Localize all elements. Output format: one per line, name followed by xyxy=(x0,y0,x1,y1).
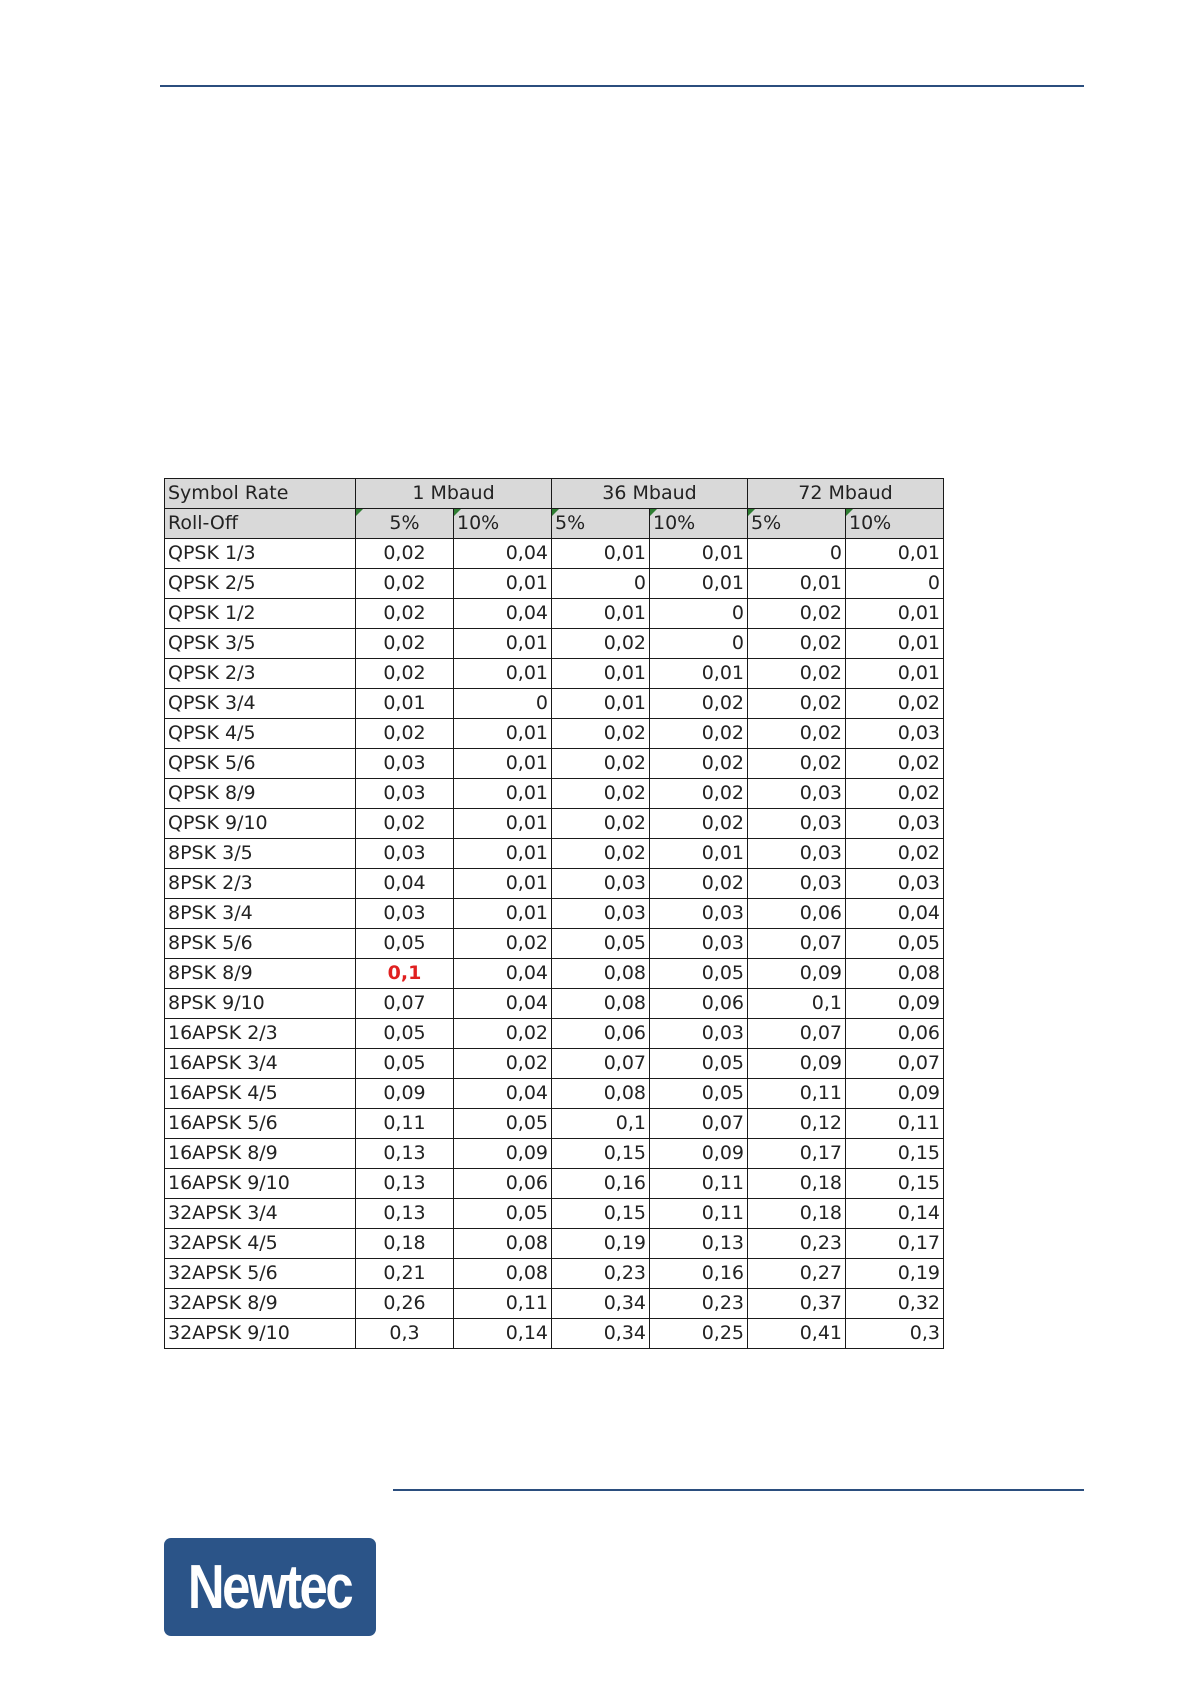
value-cell: 0,03 xyxy=(356,749,454,779)
value-cell: 0,02 xyxy=(356,629,454,659)
value-cell: 0,01 xyxy=(454,899,552,929)
value-cell: 0,03 xyxy=(552,899,650,929)
value-cell: 0,05 xyxy=(356,1019,454,1049)
group-36mbaud: 36 Mbaud xyxy=(552,479,748,509)
value-cell: 0,06 xyxy=(748,899,846,929)
value-cell: 0,01 xyxy=(846,659,944,689)
modcod-cell: 16APSK 5/6 xyxy=(165,1109,356,1139)
value-cell: 0,02 xyxy=(650,869,748,899)
value-cell: 0 xyxy=(552,569,650,599)
table-row xyxy=(165,1199,944,1229)
value-cell: 0,09 xyxy=(356,1079,454,1109)
value-cell: 0,05 xyxy=(650,1049,748,1079)
value-cell: 0,02 xyxy=(552,749,650,779)
value-cell: 0,3 xyxy=(356,1319,454,1349)
value-cell: 0,05 xyxy=(454,1199,552,1229)
rolloff-cell: 10% xyxy=(846,509,944,539)
value-cell: 0,18 xyxy=(356,1229,454,1259)
table-row xyxy=(165,749,944,779)
rolloff-cell: 5% xyxy=(748,509,846,539)
table-row xyxy=(165,989,944,1019)
value-cell: 0,09 xyxy=(748,959,846,989)
value-cell: 0,3 xyxy=(846,1319,944,1349)
value-cell: 0,02 xyxy=(846,839,944,869)
value-cell: 0,15 xyxy=(552,1199,650,1229)
value-cell: 0,01 xyxy=(846,629,944,659)
value-cell: 0,09 xyxy=(748,1049,846,1079)
modcod-cell: 16APSK 8/9 xyxy=(165,1139,356,1169)
value-cell: 0,02 xyxy=(846,689,944,719)
value-cell: 0,05 xyxy=(454,1109,552,1139)
value-cell: 0,01 xyxy=(650,839,748,869)
value-cell: 0,08 xyxy=(454,1259,552,1289)
value-cell: 0,15 xyxy=(846,1169,944,1199)
value-cell: 0,01 xyxy=(650,569,748,599)
modcod-cell: 16APSK 3/4 xyxy=(165,1049,356,1079)
modcod-cell: QPSK 9/10 xyxy=(165,809,356,839)
table-row xyxy=(165,689,944,719)
value-cell: 0,07 xyxy=(552,1049,650,1079)
value-cell: 0,02 xyxy=(748,749,846,779)
value-cell: 0,03 xyxy=(356,899,454,929)
value-cell: 0,32 xyxy=(846,1289,944,1319)
value-cell: 0,02 xyxy=(454,1019,552,1049)
value-cell: 0,04 xyxy=(846,899,944,929)
value-cell: 0,08 xyxy=(454,1229,552,1259)
value-cell: 0,04 xyxy=(454,539,552,569)
value-cell: 0,08 xyxy=(552,959,650,989)
symbol-rate-label: Symbol Rate xyxy=(165,479,356,509)
value-cell: 0,11 xyxy=(748,1079,846,1109)
value-cell: 0,15 xyxy=(552,1139,650,1169)
modcod-cell: QPSK 2/3 xyxy=(165,659,356,689)
value-cell: 0,13 xyxy=(650,1229,748,1259)
value-cell: 0,11 xyxy=(356,1109,454,1139)
value-cell: 0,05 xyxy=(356,1049,454,1079)
table-row xyxy=(165,1289,944,1319)
value-cell: 0,25 xyxy=(650,1319,748,1349)
value-cell: 0,09 xyxy=(846,989,944,1019)
symbol-rate-header-row xyxy=(165,479,944,509)
value-cell: 0,19 xyxy=(846,1259,944,1289)
rolloff-cell: 10% xyxy=(650,509,748,539)
table-row xyxy=(165,929,944,959)
value-cell: 0,02 xyxy=(650,719,748,749)
value-cell: 0,02 xyxy=(356,569,454,599)
modcod-cell: 16APSK 2/3 xyxy=(165,1019,356,1049)
table-row xyxy=(165,1169,944,1199)
value-cell: 0,03 xyxy=(846,719,944,749)
value-cell: 0,07 xyxy=(356,989,454,1019)
value-cell: 0,15 xyxy=(846,1139,944,1169)
value-cell: 0,05 xyxy=(356,929,454,959)
value-cell: 0,41 xyxy=(748,1319,846,1349)
value-cell: 0,19 xyxy=(552,1229,650,1259)
value-cell: 0,37 xyxy=(748,1289,846,1319)
modcod-cell: 8PSK 5/6 xyxy=(165,929,356,959)
value-cell: 0,23 xyxy=(650,1289,748,1319)
value-cell: 0,16 xyxy=(552,1169,650,1199)
value-cell: 0,03 xyxy=(552,869,650,899)
value-cell: 0,26 xyxy=(356,1289,454,1319)
value-cell: 0,21 xyxy=(356,1259,454,1289)
value-cell: 0,04 xyxy=(454,599,552,629)
value-cell: 0,11 xyxy=(650,1199,748,1229)
value-cell: 0,01 xyxy=(454,839,552,869)
modcod-cell: 8PSK 9/10 xyxy=(165,989,356,1019)
value-cell: 0,09 xyxy=(454,1139,552,1169)
value-cell: 0,02 xyxy=(454,929,552,959)
group-72mbaud: 72 Mbaud xyxy=(748,479,944,509)
modcod-cell: QPSK 2/5 xyxy=(165,569,356,599)
footer-rule xyxy=(393,1489,1084,1491)
value-cell: 0,1 xyxy=(748,989,846,1019)
table-row xyxy=(165,779,944,809)
value-cell: 0,01 xyxy=(454,779,552,809)
value-cell: 0,13 xyxy=(356,1139,454,1169)
table-row xyxy=(165,719,944,749)
modcod-cell: 16APSK 4/5 xyxy=(165,1079,356,1109)
value-cell: 0,02 xyxy=(748,719,846,749)
modcod-cell: QPSK 4/5 xyxy=(165,719,356,749)
value-cell: 0,11 xyxy=(454,1289,552,1319)
value-cell: 0,04 xyxy=(454,959,552,989)
value-cell: 0,03 xyxy=(356,779,454,809)
value-cell: 0,09 xyxy=(650,1139,748,1169)
value-cell: 0,08 xyxy=(552,1079,650,1109)
value-cell: 0,34 xyxy=(552,1289,650,1319)
modcod-cell: QPSK 1/3 xyxy=(165,539,356,569)
value-cell: 0,05 xyxy=(552,929,650,959)
value-cell: 0,01 xyxy=(650,539,748,569)
header-rule xyxy=(160,85,1084,87)
value-cell: 0,07 xyxy=(748,929,846,959)
value-cell: 0,01 xyxy=(454,809,552,839)
value-cell: 0,02 xyxy=(846,779,944,809)
value-cell: 0,02 xyxy=(356,719,454,749)
group-1mbaud: 1 Mbaud xyxy=(356,479,552,509)
table-row xyxy=(165,539,944,569)
value-cell: 0,1 xyxy=(356,959,454,989)
table-row xyxy=(165,809,944,839)
value-cell: 0,02 xyxy=(356,659,454,689)
value-cell: 0,03 xyxy=(650,929,748,959)
value-cell: 0,05 xyxy=(650,1079,748,1109)
modcod-cell: 8PSK 8/9 xyxy=(165,959,356,989)
value-cell: 0,02 xyxy=(748,659,846,689)
value-cell: 0,02 xyxy=(356,539,454,569)
value-cell: 0,06 xyxy=(454,1169,552,1199)
modcod-cell: 32APSK 4/5 xyxy=(165,1229,356,1259)
value-cell: 0,01 xyxy=(552,659,650,689)
value-cell: 0,07 xyxy=(748,1019,846,1049)
value-cell: 0,03 xyxy=(356,839,454,869)
table-row xyxy=(165,839,944,869)
value-cell: 0,11 xyxy=(650,1169,748,1199)
value-cell: 0,03 xyxy=(748,809,846,839)
value-cell: 0,02 xyxy=(748,599,846,629)
table-row xyxy=(165,1049,944,1079)
value-cell: 0 xyxy=(454,689,552,719)
value-cell: 0,01 xyxy=(552,599,650,629)
modcod-cell: QPSK 3/5 xyxy=(165,629,356,659)
value-cell: 0,18 xyxy=(748,1199,846,1229)
value-cell: 0,34 xyxy=(552,1319,650,1349)
modcod-cell: 8PSK 2/3 xyxy=(165,869,356,899)
table-row xyxy=(165,1079,944,1109)
value-cell: 0,03 xyxy=(650,1019,748,1049)
value-cell: 0,01 xyxy=(356,689,454,719)
value-cell: 0,01 xyxy=(454,749,552,779)
modcod-cell: 16APSK 9/10 xyxy=(165,1169,356,1199)
value-cell: 0,02 xyxy=(552,629,650,659)
value-cell: 0,06 xyxy=(846,1019,944,1049)
table-row xyxy=(165,1139,944,1169)
value-cell: 0,01 xyxy=(454,629,552,659)
value-cell: 0,02 xyxy=(748,629,846,659)
table-row xyxy=(165,1229,944,1259)
modcod-cell: QPSK 8/9 xyxy=(165,779,356,809)
rolloff-label: Roll-Off xyxy=(165,509,356,539)
value-cell: 0,02 xyxy=(552,809,650,839)
table-row xyxy=(165,629,944,659)
modcod-cell: 32APSK 3/4 xyxy=(165,1199,356,1229)
rolloff-cell: 10% xyxy=(454,509,552,539)
value-cell: 0,11 xyxy=(846,1109,944,1139)
value-cell: 0,03 xyxy=(650,899,748,929)
value-cell: 0,01 xyxy=(846,539,944,569)
value-cell: 0,02 xyxy=(356,809,454,839)
value-cell: 0,14 xyxy=(846,1199,944,1229)
value-cell: 0,17 xyxy=(748,1139,846,1169)
value-cell: 0,02 xyxy=(650,809,748,839)
rolloff-cell: 5% xyxy=(552,509,650,539)
value-cell: 0,01 xyxy=(552,539,650,569)
value-cell: 0,03 xyxy=(748,779,846,809)
value-cell: 0,01 xyxy=(454,569,552,599)
value-cell: 0,03 xyxy=(846,809,944,839)
rolloff-header-row xyxy=(165,509,944,539)
value-cell: 0,02 xyxy=(748,689,846,719)
value-cell: 0,01 xyxy=(748,569,846,599)
value-cell: 0,03 xyxy=(748,839,846,869)
value-cell: 0,02 xyxy=(552,779,650,809)
value-cell: 0,05 xyxy=(650,959,748,989)
value-cell: 0,27 xyxy=(748,1259,846,1289)
value-cell: 0,1 xyxy=(552,1109,650,1139)
value-cell: 0,08 xyxy=(552,989,650,1019)
modcod-cell: 32APSK 9/10 xyxy=(165,1319,356,1349)
value-cell: 0 xyxy=(650,599,748,629)
modcod-cell: QPSK 5/6 xyxy=(165,749,356,779)
ber-table xyxy=(164,478,944,1349)
value-cell: 0,12 xyxy=(748,1109,846,1139)
value-cell: 0,03 xyxy=(846,869,944,899)
table-row xyxy=(165,1019,944,1049)
value-cell: 0,03 xyxy=(748,869,846,899)
value-cell: 0,09 xyxy=(846,1079,944,1109)
value-cell: 0,16 xyxy=(650,1259,748,1289)
modcod-cell: QPSK 1/2 xyxy=(165,599,356,629)
modcod-cell: QPSK 3/4 xyxy=(165,689,356,719)
table-row xyxy=(165,659,944,689)
value-cell: 0,01 xyxy=(454,719,552,749)
value-cell: 0,08 xyxy=(846,959,944,989)
value-cell: 0,02 xyxy=(650,749,748,779)
modcod-cell: 8PSK 3/5 xyxy=(165,839,356,869)
modcod-cell: 32APSK 8/9 xyxy=(165,1289,356,1319)
value-cell: 0,05 xyxy=(846,929,944,959)
value-cell: 0,06 xyxy=(552,1019,650,1049)
rolloff-cell: 5% xyxy=(356,509,454,539)
value-cell: 0,14 xyxy=(454,1319,552,1349)
value-cell: 0 xyxy=(846,569,944,599)
value-cell: 0,02 xyxy=(846,749,944,779)
logo-text: Newtec xyxy=(188,1552,352,1622)
value-cell: 0 xyxy=(748,539,846,569)
value-cell: 0,01 xyxy=(846,599,944,629)
modcod-cell: 8PSK 3/4 xyxy=(165,899,356,929)
value-cell: 0,23 xyxy=(748,1229,846,1259)
value-cell: 0,01 xyxy=(454,869,552,899)
value-cell: 0,18 xyxy=(748,1169,846,1199)
table-row xyxy=(165,899,944,929)
value-cell: 0,02 xyxy=(454,1049,552,1079)
value-cell: 0,17 xyxy=(846,1229,944,1259)
value-cell: 0,02 xyxy=(552,839,650,869)
value-cell: 0,02 xyxy=(356,599,454,629)
table-row xyxy=(165,1109,944,1139)
table-row xyxy=(165,1259,944,1289)
table-row xyxy=(165,869,944,899)
value-cell: 0,01 xyxy=(650,659,748,689)
value-cell: 0,02 xyxy=(650,689,748,719)
value-cell: 0,01 xyxy=(552,689,650,719)
value-cell: 0,02 xyxy=(552,719,650,749)
value-cell: 0,13 xyxy=(356,1199,454,1229)
modcod-cell: 32APSK 5/6 xyxy=(165,1259,356,1289)
value-cell: 0,13 xyxy=(356,1169,454,1199)
newtec-logo xyxy=(164,1538,376,1636)
value-cell: 0,01 xyxy=(454,659,552,689)
value-cell: 0,04 xyxy=(454,1079,552,1109)
value-cell: 0,04 xyxy=(454,989,552,1019)
value-cell: 0,06 xyxy=(650,989,748,1019)
value-cell: 0,04 xyxy=(356,869,454,899)
table-row xyxy=(165,959,944,989)
table-row xyxy=(165,1319,944,1349)
value-cell: 0,02 xyxy=(650,779,748,809)
value-cell: 0,07 xyxy=(650,1109,748,1139)
table-row xyxy=(165,569,944,599)
value-cell: 0 xyxy=(650,629,748,659)
value-cell: 0,07 xyxy=(846,1049,944,1079)
table-row xyxy=(165,599,944,629)
value-cell: 0,23 xyxy=(552,1259,650,1289)
